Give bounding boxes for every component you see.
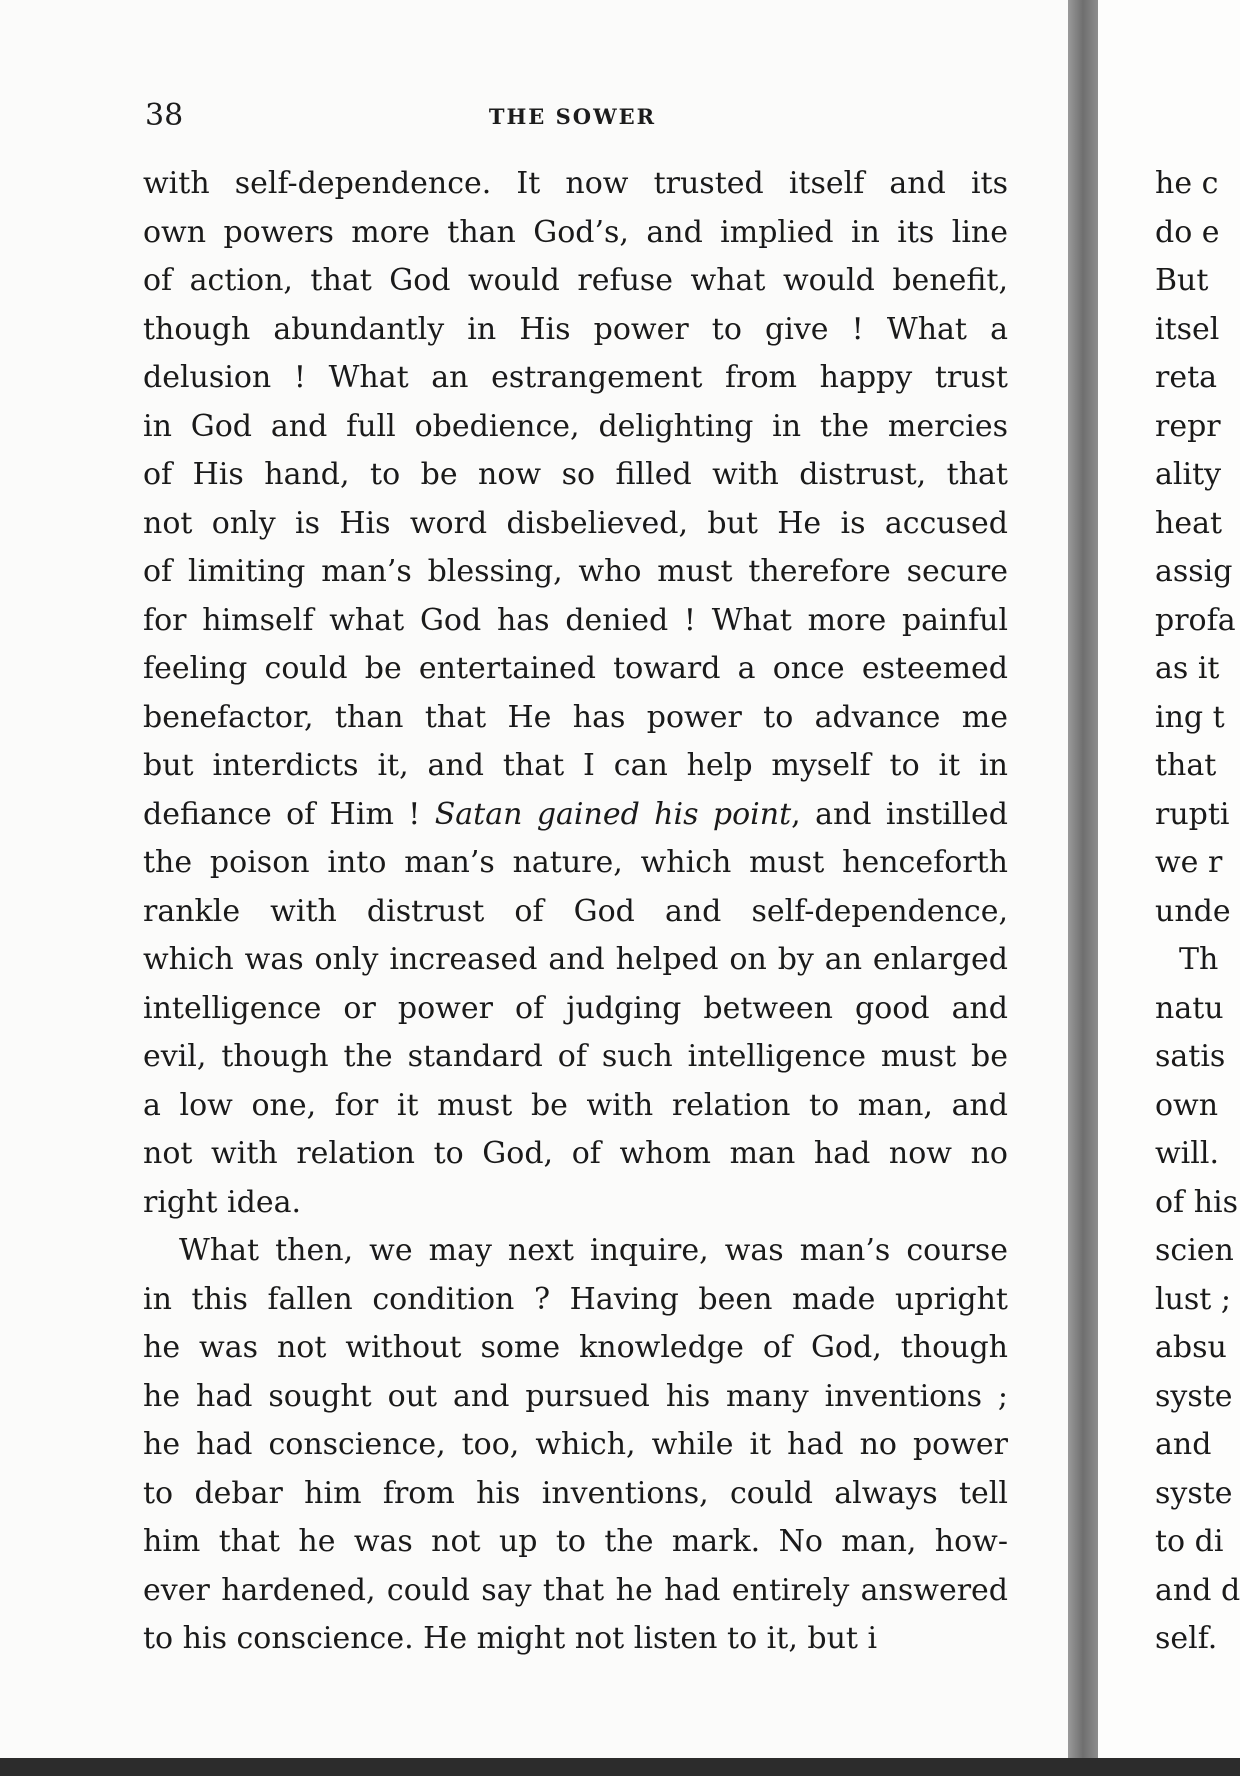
right-page-text <box>1155 160 1240 1664</box>
text-segment: , and instilled <box>791 796 1008 832</box>
fragment-line: he c <box>1155 166 1219 201</box>
fragment-line: But <box>1155 263 1209 298</box>
text-segment: defiance of Him ! <box>143 796 435 832</box>
fragment-line: scien <box>1155 1233 1234 1268</box>
paragraph-start-line: What then, we may next inquire, was man’s course <box>179 1233 1008 1268</box>
text-line: rankle with distrust of God and self-dependence, <box>143 893 1008 929</box>
text-line: which was only increased and helped on by an enlarged <box>143 942 1008 977</box>
fragment-line: unde <box>1155 893 1231 929</box>
fragment-line: syste <box>1155 1475 1233 1511</box>
fragment-line: lust ; <box>1155 1281 1232 1317</box>
text-line: of limiting man’s blessing, who must therefore secure <box>143 554 1008 589</box>
italic-phrase: Satan gained his point <box>434 796 792 832</box>
text-line: though abundantly in His power to give ! What a <box>143 311 1008 347</box>
running-title: THE SOWER <box>488 104 657 129</box>
text-line: to his conscience. He might not listen to it, but i <box>143 1621 878 1656</box>
fragment-line: will. <box>1155 1136 1219 1171</box>
fragment-line: ing t <box>1155 699 1225 735</box>
fragment-line: satis <box>1155 1039 1226 1074</box>
fragment-line: repr <box>1155 408 1221 444</box>
text-line: he had sought out and pursued his many inventions ; <box>143 1378 1008 1414</box>
text-line: intelligence or power of judging between good and <box>143 990 1008 1026</box>
text-line-with-italic <box>143 791 1008 840</box>
text-line: evil, though the standard of such intelligence must be <box>143 1039 1008 1074</box>
fragment-line: profa <box>1155 602 1236 638</box>
text-line: the poison into man’s nature, which must henceforth <box>143 845 1008 880</box>
fragment-line: itsel <box>1155 311 1220 347</box>
paragraph-end-line: right idea. <box>143 1184 302 1220</box>
text-line: a low one, for it must be with relation to man, and <box>143 1087 1008 1123</box>
fragment-line: reta <box>1155 360 1218 395</box>
text-line: in this fallen condition ? Having been made upright <box>143 1281 1008 1317</box>
text-line: ever hardened, could say that he had entirely answered <box>143 1572 1008 1608</box>
fragment-line: do e <box>1155 214 1220 250</box>
fragment-line: absu <box>1155 1330 1227 1365</box>
body-text <box>143 160 1008 1664</box>
fragment-line: we r <box>1155 845 1223 880</box>
fragment-line: syste <box>1155 1378 1233 1414</box>
page-header <box>145 98 1000 138</box>
text-line: but interdicts it, and that I can help myself to it in <box>143 748 1008 783</box>
text-line: benefactor, than that He has power to advance me <box>143 699 1008 735</box>
text-line: for himself what God has denied ! What more painful <box>143 602 1008 638</box>
text-line: delusion ! What an estrangement from happy trust <box>143 360 1008 395</box>
text-line: not with relation to God, of whom man had now no <box>143 1136 1008 1171</box>
text-line: with self-dependence. It now trusted itself and its <box>143 166 1008 201</box>
text-line: own powers more than God’s, and implied in its line <box>143 214 1008 250</box>
text-line: feeling could be entertained toward a once esteemed <box>143 651 1008 686</box>
fragment-line: and <box>1155 1427 1212 1462</box>
text-line: in God and full obedience, delighting in the mercies <box>143 408 1008 444</box>
book-gutter <box>1068 0 1098 1776</box>
fragment-line: natu <box>1155 990 1224 1026</box>
fragment-line: self. <box>1155 1621 1218 1656</box>
fragment-line: assig <box>1155 554 1233 589</box>
fragment-line: to di <box>1155 1524 1224 1559</box>
fragment-line: as it <box>1155 651 1220 686</box>
text-line: him that he was not up to the mark. No man, how- <box>143 1524 1008 1559</box>
text-line: he had conscience, too, which, while it had no power <box>143 1427 1008 1462</box>
fragment-line: of his <box>1155 1184 1239 1220</box>
fragment-line: heat <box>1155 505 1223 541</box>
text-line: he was not without some knowledge of God, though <box>143 1330 1008 1365</box>
text-line: of His hand, to be now so filled with distrust, that <box>143 457 1008 492</box>
fragment-line: and d <box>1155 1572 1240 1608</box>
fragment-line: that <box>1155 748 1217 783</box>
text-line: not only is His word disbelieved, but He is accused <box>143 505 1008 541</box>
text-line: of action, that God would refuse what would benefit, <box>143 263 1008 298</box>
fragment-line: rupti <box>1155 796 1230 832</box>
fragment-line: Th <box>1179 942 1219 977</box>
text-line: to debar him from his inventions, could always tell <box>143 1475 1008 1511</box>
fragment-line: ality <box>1155 457 1222 492</box>
scan-edge <box>0 1758 1240 1776</box>
fragment-line: own <box>1155 1087 1219 1123</box>
page-number: 38 <box>145 98 184 133</box>
